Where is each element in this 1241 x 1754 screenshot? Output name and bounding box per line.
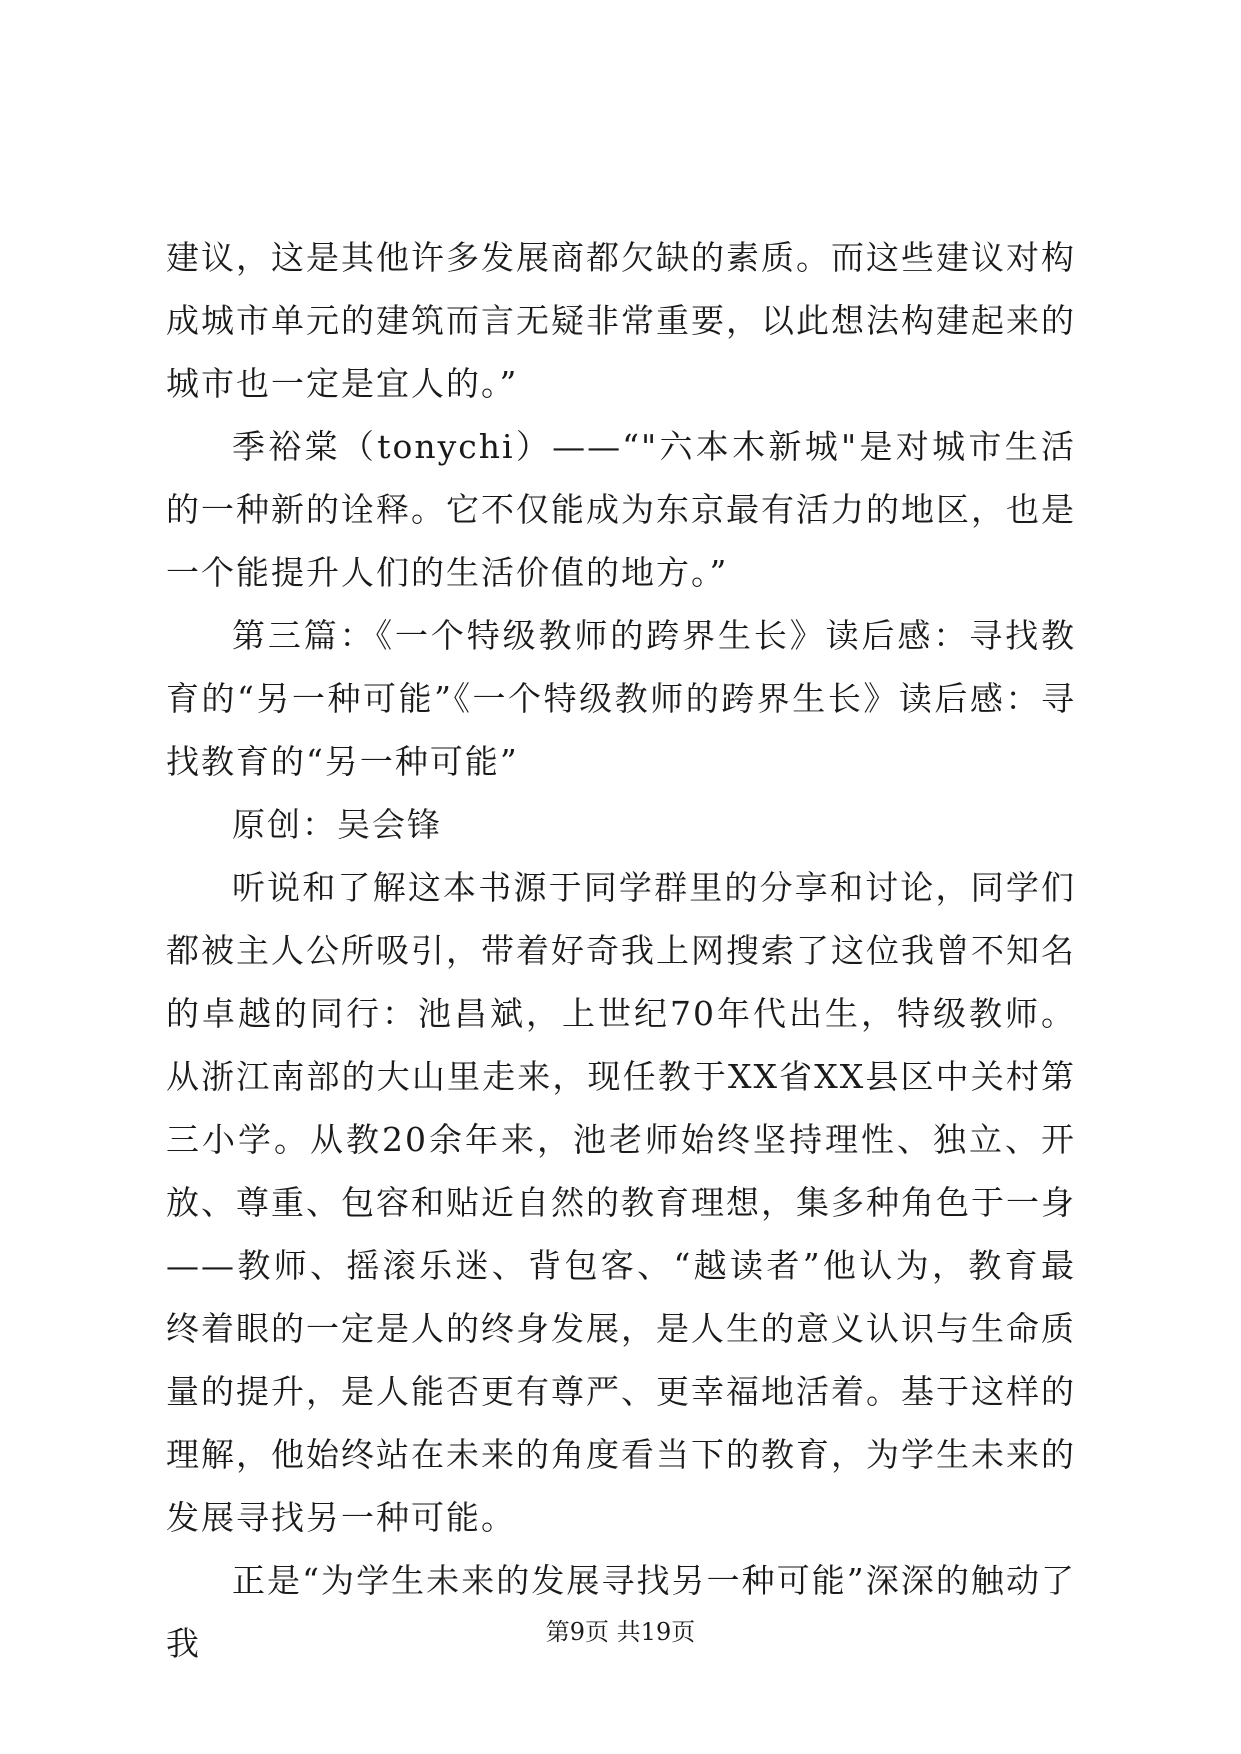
paragraph-quote-tonychi: 季裕棠（tonychi）——“"六本木新城"是对城市生活的一种新的诠释。它不仅能成为东京最有活力的地区，也是一个能提升人们的生活价值的地方。”: [166, 427, 1076, 592]
document-body: [166, 226, 1076, 1675]
paragraph-body: 听说和了解这本书源于同学群里的分享和讨论，同学们都被主人公所吸引，带着好奇我上网搜索了这位我曾不知名的卓越的同行：池昌斌，上世纪70年代出生，特级教师。从浙江南部的大山里走来，现任教于XX省XX县区中关村第三小学。从教20余年来，池老师始终坚持理性、独立、开放、尊重、包容和贴近自然的教育理想，集多种角色于一身——教师、摇滚乐迷、背包客、“越读者”他认为，教育最终着眼的一定是人的终身发展，是人生的意义认识与生命质量的提升，是人能否更有尊严、更幸福地活着。基于这样的理解，他始终站在未来的角度看当下的教育，为学生未来的发展寻找另一种可能。: [166, 868, 1076, 1537]
paragraph-article-title: 第三篇：《一个特级教师的跨界生长》读后感：寻找教育的“另一种可能”《一个特级教师的跨界生长》读后感：寻找教育的“另一种可能”: [166, 616, 1076, 781]
page-footer: 第9页 共19页: [545, 1618, 696, 1646]
paragraph-continuation: 建议，这是其他许多发展商都欠缺的素质。而这些建议对构成城市单元的建筑而言无疑非常重要，以此想法构建起来的城市也一定是宜人的。”: [166, 238, 1076, 403]
paragraph-author: 原创：吴会锋: [232, 805, 442, 844]
paragraph-last: 正是“为学生未来的发展寻找另一种可能”深深的触动了我: [166, 1561, 1076, 1663]
